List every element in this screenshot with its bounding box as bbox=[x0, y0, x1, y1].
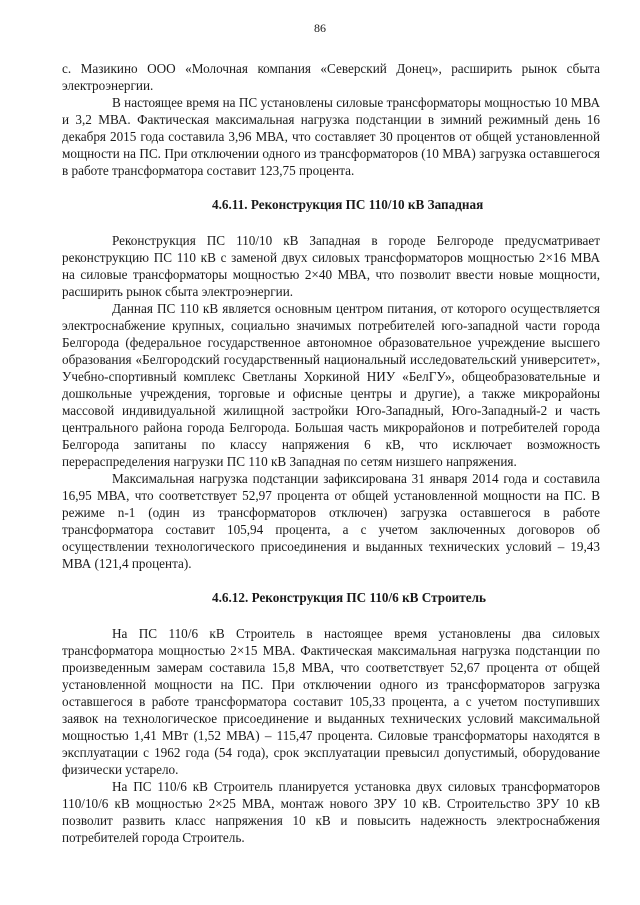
section-2-paragraph-2: На ПС 110/6 кВ Строитель планируется установка двух силовых трансформаторов 110/10/6 кВ мощностью 2×25 МВА, монтаж нового ЗРУ 10 кВ. Строительство ЗРУ 10 кВ позволит развить класс напряжения 10 кВ и повысить надежность электроснабжения потребителей города Строитель. bbox=[62, 779, 600, 845]
page-content bbox=[62, 60, 600, 846]
intro-paragraph-2: В настоящее время на ПС установлены силовые трансформаторы мощностью 10 МВА и 3,2 МВА. Фактическая максимальная нагрузка подстанции в зимний режимный день 16 декабря 2015 года составила 3,96 МВА, что составляет 30 процентов от общей установленной мощности на ПС. При отключении одного из трансформаторов (10 МВА) загрузка оставшегося в работе трансформатора составит 123,75 процента. bbox=[62, 95, 600, 178]
section-1-paragraph-1: Реконструкция ПС 110/10 кВ Западная в городе Белгороде предусматривает реконструкцию ПС 110 кВ с заменой двух силовых трансформаторов мощностью 2×16 МВА на силовые трансформаторы мощностью 2×40 МВА, что позволит ввести новые мощности, расширить рынок сбыта электроэнергии. bbox=[62, 233, 600, 299]
section-1-paragraph-3: Максимальная нагрузка подстанции зафиксирована 31 января 2014 года и составила 16,95 МВА, что соответствует 52,97 процента от общей установленной мощности на ПС. В режиме n-1 (один из трансформаторов отключен) загрузка оставшегося в работе трансформатора составит 105,94 процента, а с учетом заключенных договоров об осуществлении технологического присоединения и выданных технических условий – 19,43 МВА (121,4 процента). bbox=[62, 471, 600, 571]
section-1-paragraph-2: Данная ПС 110 кВ является основным центром питания, от которого осуществляется электроснабжение крупных, социально значимых потребителей юго-западной части города Белгорода (федеральное государственное автономное образовательное учреждение высшего образования «Белгородский государственный национальный исследовательский университет», Учебно-спортивный комплекс Светланы Хоркиной НИУ «БелГУ», общеобразовательные и дошкольные учреждения, торговые и офисные центры и другие), а также микрорайоны массовой индивидуальной жилищной застройки Юго-Западный, Юго-Западный-2 и часть центрального района города Белгорода. Большая часть микрорайонов и потребителей города Белгорода запитаны по классу напряжения 6 кВ, что исключает возможность перераспределения нагрузки ПС 110 кВ Западная по сетям низшего напряжения. bbox=[62, 301, 600, 469]
section-heading-4-6-11: 4.6.11. Реконструкция ПС 110/10 кВ Западная bbox=[212, 197, 484, 212]
page-number: 86 bbox=[314, 21, 326, 35]
section-heading-4-6-12: 4.6.12. Реконструкция ПС 110/6 кВ Строитель bbox=[212, 590, 486, 605]
section-2-paragraph-1: На ПС 110/6 кВ Строитель в настоящее время установлены два силовых трансформатора мощностью 2×15 МВА. Фактическая максимальная нагрузка подстанции по произведенным замерам составила 15,8 МВА, что соответствует 52,67 процента от общей установленной мощности на ПС. При отключении одного из трансформаторов загрузка оставшегося в работе трансформатора составит 105,33 процента, а с учетом поступивших заявок на технологическое присоединение и выданных технических условий максимальной мощностью 1,41 МВт (1,52 МВА) – 115,47 процента. Силовые трансформаторы находятся в эксплуатации с 1962 года (54 года), срок эксплуатации превысил допустимый, оборудование физически устарело. bbox=[62, 626, 600, 777]
intro-paragraph-1: с. Мазикино ООО «Молочная компания «Северский Донец», расширить рынок сбыта электроэнергии. bbox=[62, 61, 600, 93]
